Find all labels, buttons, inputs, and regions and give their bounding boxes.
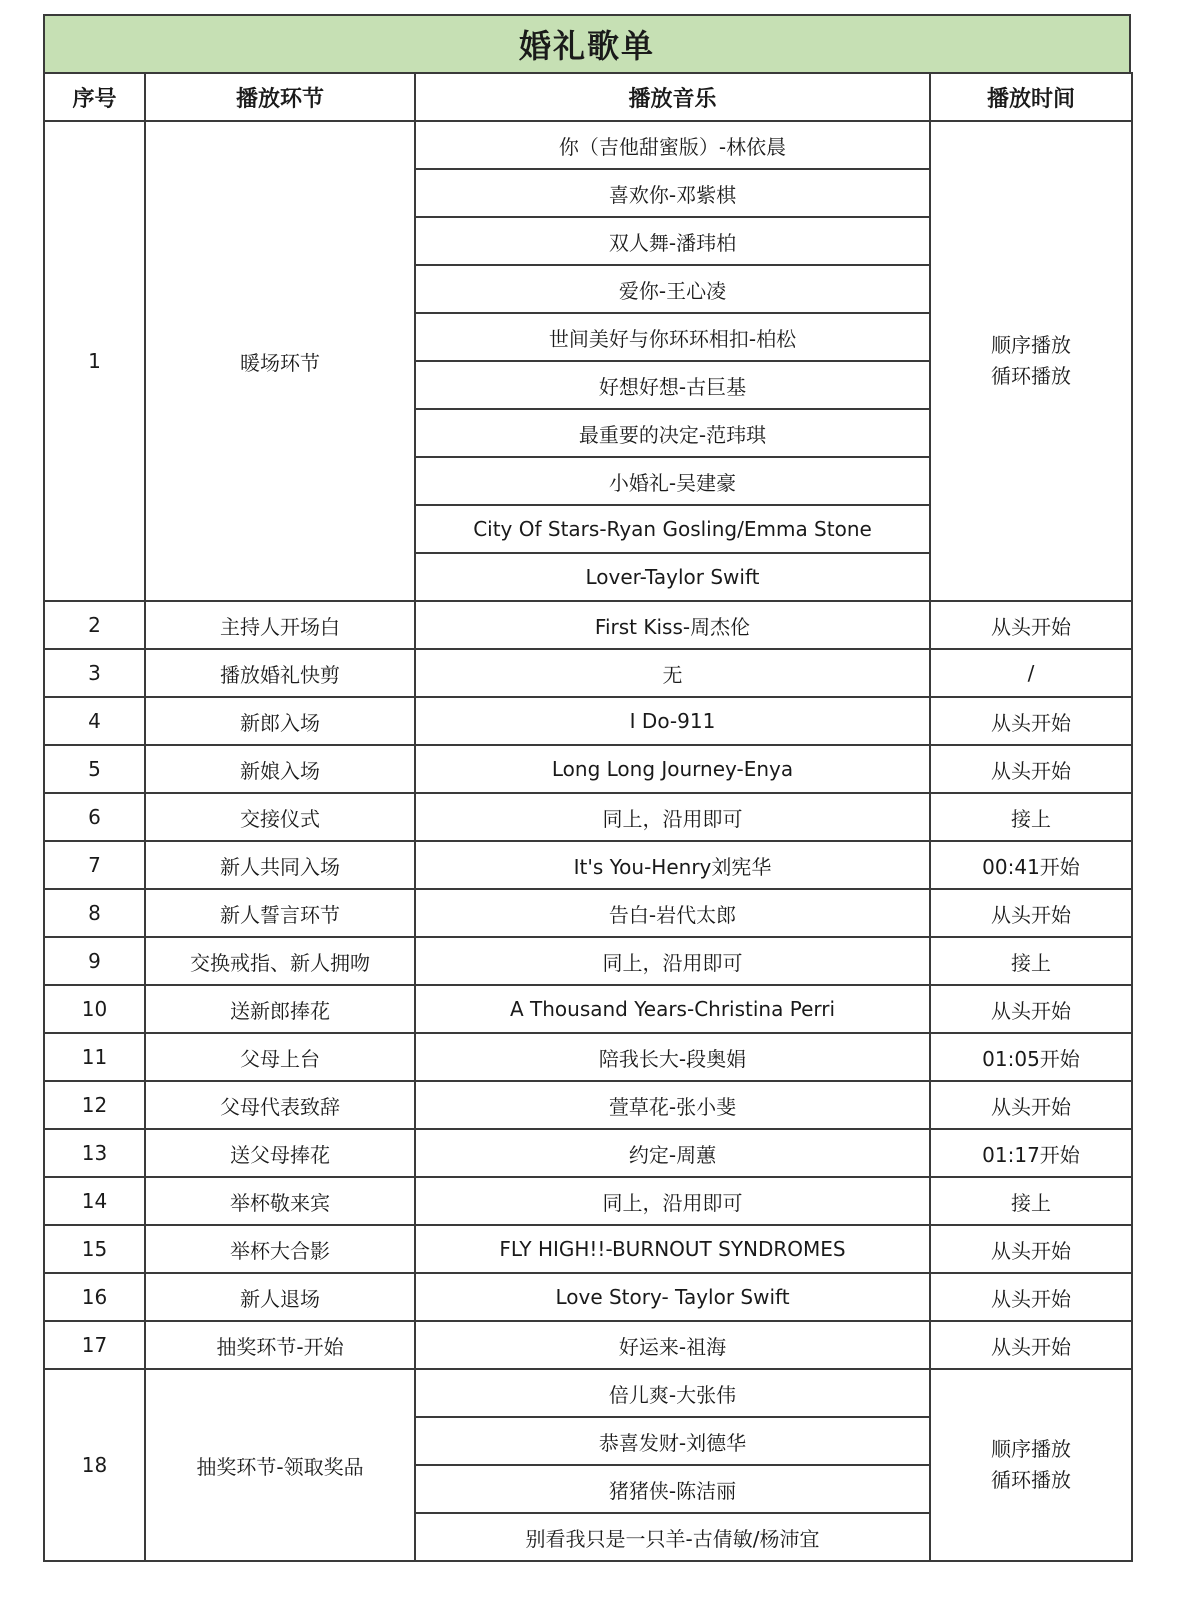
- row-number: 1: [44, 121, 145, 601]
- row-music: 恭喜发财-刘德华: [415, 1417, 930, 1465]
- row-number: 3: [44, 649, 145, 697]
- table-row: [44, 745, 1132, 793]
- table-row: [44, 601, 1132, 649]
- row-number: 11: [44, 1033, 145, 1081]
- row-music: 同上，沿用即可: [415, 793, 930, 841]
- row-stage: 父母代表致辞: [145, 1081, 415, 1129]
- row-time: 从头开始: [930, 601, 1132, 649]
- row-stage: 举杯大合影: [145, 1225, 415, 1273]
- row-stage: 播放婚礼快剪: [145, 649, 415, 697]
- row-music: 同上，沿用即可: [415, 937, 930, 985]
- row-number: 16: [44, 1273, 145, 1321]
- table-row: [44, 841, 1132, 889]
- row-music: Lover-Taylor Swift: [415, 553, 930, 601]
- time-line-2: 循环播放: [991, 364, 1071, 388]
- row-stage: 抽奖环节-领取奖品: [145, 1369, 415, 1561]
- table-row: [44, 1321, 1132, 1369]
- table-row: [44, 1081, 1132, 1129]
- table-row: [44, 1177, 1132, 1225]
- row-music: 约定-周蕙: [415, 1129, 930, 1177]
- row-music: 萱草花-张小斐: [415, 1081, 930, 1129]
- row-number: 10: [44, 985, 145, 1033]
- table-row: [44, 1225, 1132, 1273]
- row-time: 00:41开始: [930, 841, 1132, 889]
- header-music: 播放音乐: [415, 73, 930, 121]
- row-time: 从头开始: [930, 1225, 1132, 1273]
- row-time: [930, 1369, 1132, 1561]
- row-music: City Of Stars-Ryan Gosling/Emma Stone: [415, 505, 930, 553]
- row-time: 从头开始: [930, 1321, 1132, 1369]
- row-number: 18: [44, 1369, 145, 1561]
- row-number: 6: [44, 793, 145, 841]
- row-music: 爱你-王心凌: [415, 265, 930, 313]
- row-music: 倍儿爽-大张伟: [415, 1369, 930, 1417]
- row-stage: 新郎入场: [145, 697, 415, 745]
- row-time: 01:17开始: [930, 1129, 1132, 1177]
- row-number: 5: [44, 745, 145, 793]
- row-music: 猪猪侠-陈洁丽: [415, 1465, 930, 1513]
- row-time: 从头开始: [930, 889, 1132, 937]
- row-number: 2: [44, 601, 145, 649]
- row-music: 告白-岩代太郎: [415, 889, 930, 937]
- table-row: [44, 937, 1132, 985]
- row-stage: 新人退场: [145, 1273, 415, 1321]
- row-stage: 送新郎捧花: [145, 985, 415, 1033]
- row-stage: 交换戒指、新人拥吻: [145, 937, 415, 985]
- row-stage: 新人誓言环节: [145, 889, 415, 937]
- table-row: [44, 793, 1132, 841]
- row-number: 9: [44, 937, 145, 985]
- time-line-1: 顺序播放: [991, 1437, 1071, 1461]
- row-stage: 抽奖环节-开始: [145, 1321, 415, 1369]
- row-stage: 主持人开场白: [145, 601, 415, 649]
- table-row: [44, 1033, 1132, 1081]
- row-stage: 暖场环节: [145, 121, 415, 601]
- row-music: 别看我只是一只羊-古倩敏/杨沛宜: [415, 1513, 930, 1561]
- table-row: [44, 649, 1132, 697]
- row-music: 你（吉他甜蜜版）-林依晨: [415, 121, 930, 169]
- row-stage: 新娘入场: [145, 745, 415, 793]
- row-time: /: [930, 649, 1132, 697]
- time-line-2: 循环播放: [991, 1468, 1071, 1492]
- row-time: [930, 121, 1132, 601]
- row-music: 陪我长大-段奥娟: [415, 1033, 930, 1081]
- table-row: [44, 985, 1132, 1033]
- header-row: [44, 73, 1132, 121]
- playlist-sheet: [43, 14, 1131, 1562]
- row-number: 17: [44, 1321, 145, 1369]
- row-music: FLY HIGH!!-BURNOUT SYNDROMES: [415, 1225, 930, 1273]
- row-music: 小婚礼-吴建豪: [415, 457, 930, 505]
- table-row: [44, 1369, 1132, 1417]
- row-music: I Do-911: [415, 697, 930, 745]
- row-time: 接上: [930, 1177, 1132, 1225]
- table-row: [44, 1129, 1132, 1177]
- row-music: First Kiss-周杰伦: [415, 601, 930, 649]
- row-number: 12: [44, 1081, 145, 1129]
- table-body: [44, 121, 1132, 1561]
- row-music: 无: [415, 649, 930, 697]
- table-row: [44, 889, 1132, 937]
- time-line-1: 顺序播放: [991, 333, 1071, 357]
- table-row: [44, 697, 1132, 745]
- row-time: 从头开始: [930, 745, 1132, 793]
- header-stage: 播放环节: [145, 73, 415, 121]
- row-number: 13: [44, 1129, 145, 1177]
- row-music: 好运来-祖海: [415, 1321, 930, 1369]
- table-row: [44, 1273, 1132, 1321]
- row-music: Love Story- Taylor Swift: [415, 1273, 930, 1321]
- row-time: 01:05开始: [930, 1033, 1132, 1081]
- row-music: 好想好想-古巨基: [415, 361, 930, 409]
- row-number: 7: [44, 841, 145, 889]
- row-time: 接上: [930, 937, 1132, 985]
- row-time: 从头开始: [930, 697, 1132, 745]
- playlist-table: [43, 72, 1133, 1562]
- row-time: 从头开始: [930, 1273, 1132, 1321]
- row-time: 从头开始: [930, 1081, 1132, 1129]
- header-time: 播放时间: [930, 73, 1132, 121]
- row-music: 喜欢你-邓紫棋: [415, 169, 930, 217]
- row-time: 从头开始: [930, 985, 1132, 1033]
- row-stage: 送父母捧花: [145, 1129, 415, 1177]
- row-number: 15: [44, 1225, 145, 1273]
- table-row: [44, 121, 1132, 169]
- row-number: 4: [44, 697, 145, 745]
- header-no: 序号: [44, 73, 145, 121]
- row-music: 同上，沿用即可: [415, 1177, 930, 1225]
- row-music: A Thousand Years-Christina Perri: [415, 985, 930, 1033]
- row-number: 8: [44, 889, 145, 937]
- sheet-title: 婚礼歌单: [43, 14, 1131, 74]
- row-number: 14: [44, 1177, 145, 1225]
- row-stage: 父母上台: [145, 1033, 415, 1081]
- row-music: It's You-Henry刘宪华: [415, 841, 930, 889]
- row-music: 世间美好与你环环相扣-柏松: [415, 313, 930, 361]
- row-time: 接上: [930, 793, 1132, 841]
- row-stage: 举杯敬来宾: [145, 1177, 415, 1225]
- row-music: Long Long Journey-Enya: [415, 745, 930, 793]
- row-music: 双人舞-潘玮柏: [415, 217, 930, 265]
- row-stage: 新人共同入场: [145, 841, 415, 889]
- row-stage: 交接仪式: [145, 793, 415, 841]
- row-music: 最重要的决定-范玮琪: [415, 409, 930, 457]
